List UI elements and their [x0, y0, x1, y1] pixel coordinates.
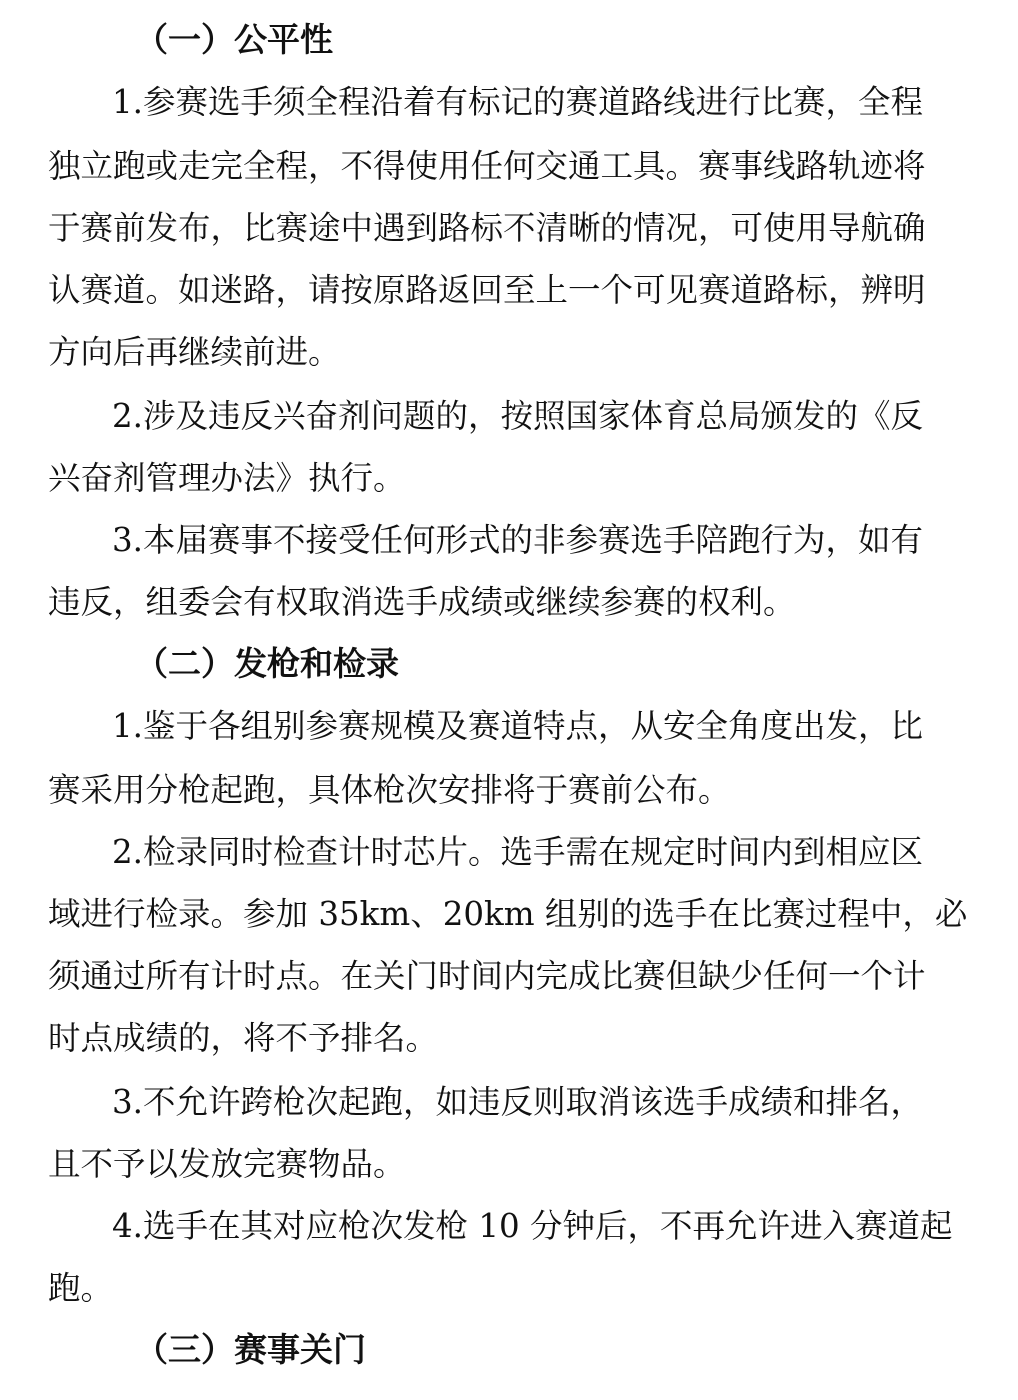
- paragraph-line: 于赛前发布，比赛途中遇到路标不清晰的情况，可使用导航确: [48, 209, 926, 247]
- section-heading: （三）赛事关门: [135, 1330, 366, 1369]
- paragraph-line: 且不予以发放完赛物品。: [48, 1145, 406, 1183]
- section-heading: （二）发枪和检录: [135, 644, 399, 683]
- paragraph-line: 4.选手在其对应枪次发枪 10 分钟后，不再允许进入赛道起: [112, 1207, 953, 1245]
- paragraph-line: 违反，组委会有权取消选手成绩或继续参赛的权利。: [48, 583, 796, 621]
- paragraph-line: 方向后再继续前进。: [48, 333, 341, 371]
- paragraph-line: 须通过所有计时点。在关门时间内完成比赛但缺少任何一个计: [48, 957, 926, 995]
- paragraph-line: 3.不允许跨枪次起跑，如违反则取消该选手成绩和排名，: [112, 1083, 924, 1121]
- paragraph-line: 3.本届赛事不接受任何形式的非参赛选手陪跑行为，如有: [112, 521, 924, 559]
- paragraph-line: 2.检录同时检查计时芯片。选手需在规定时间内到相应区: [112, 833, 924, 871]
- paragraph-line: 独立跑或走完全程，不得使用任何交通工具。赛事线路轨迹将: [48, 147, 926, 185]
- paragraph-line: 兴奋剂管理办法》执行。: [48, 459, 406, 497]
- paragraph-line: 1.鉴于各组别参赛规模及赛道特点，从安全角度出发，比: [112, 707, 924, 745]
- paragraph-line: 时点成绩的，将不予排名。: [48, 1019, 439, 1057]
- paragraph-line: 赛采用分枪起跑，具体枪次安排将于赛前公布。: [48, 771, 731, 809]
- section-heading: （一）公平性: [135, 20, 333, 59]
- paragraph-line: 认赛道。如迷路，请按原路返回至上一个可见赛道路标，辨明: [48, 271, 926, 309]
- paragraph-line: 1.参赛选手须全程沿着有标记的赛道路线进行比赛，全程: [112, 83, 924, 121]
- paragraph-line: 域进行检录。参加 35km、20km 组别的选手在比赛过程中，必: [48, 895, 968, 933]
- paragraph-line: 跑。: [48, 1269, 114, 1307]
- paragraph-line: 2.涉及违反兴奋剂问题的，按照国家体育总局颁发的《反: [112, 397, 924, 435]
